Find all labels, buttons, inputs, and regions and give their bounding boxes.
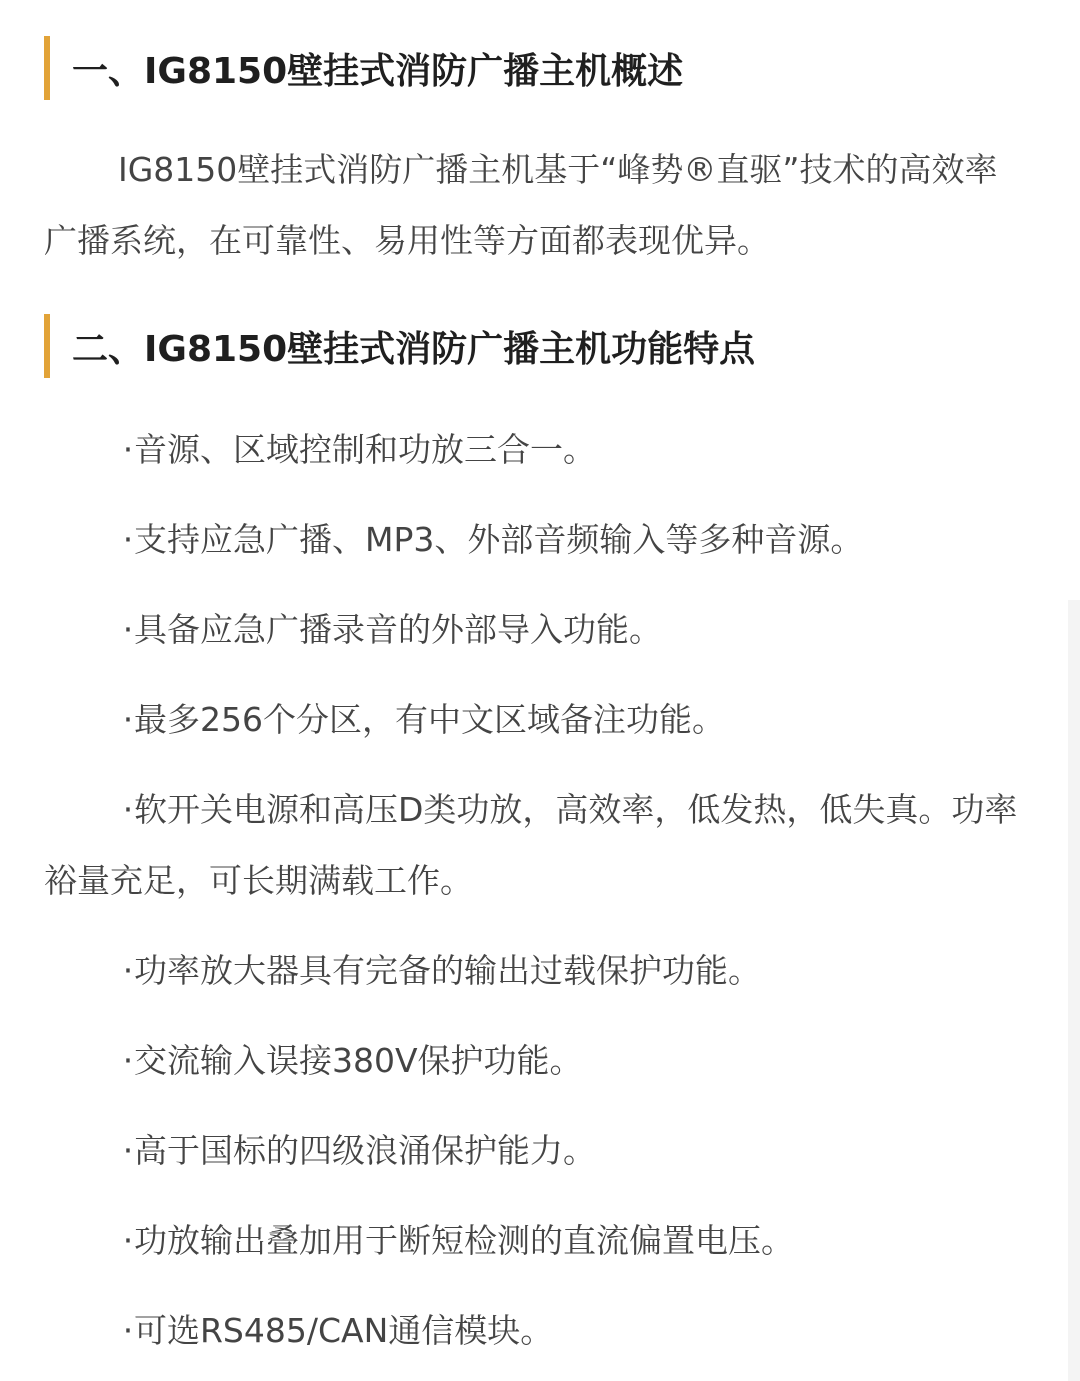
feature-item <box>44 774 1034 916</box>
feature-text: 最多256个分区，有中文区域备注功能。 <box>134 700 725 739</box>
feature-item <box>44 1295 1034 1366</box>
bullet-dot: · <box>122 1221 134 1260</box>
feature-text: 软开关电源和高压D类功放，高效率，低发热，低失真。功率裕量充足，可长期满载工作。 <box>44 790 1018 900</box>
bullet-dot: · <box>122 700 134 739</box>
bullet-dot: · <box>122 1131 134 1170</box>
feature-text: 具备应急广播录音的外部导入功能。 <box>134 610 662 649</box>
feature-item <box>44 1025 1034 1096</box>
feature-text: 交流输入误接380V保护功能。 <box>134 1041 583 1080</box>
bullet-dot: · <box>122 1311 134 1350</box>
bullet-dot: · <box>122 430 134 469</box>
feature-item <box>44 935 1034 1006</box>
feature-item <box>44 504 1034 575</box>
feature-text: 高于国标的四级浪涌保护能力。 <box>134 1131 596 1170</box>
bullet-dot: · <box>122 610 134 649</box>
feature-item <box>44 414 1034 485</box>
feature-text: 功率放大器具有完备的输出过载保护功能。 <box>134 951 761 990</box>
scroll-edge <box>1068 600 1080 1381</box>
feature-item <box>44 1205 1034 1276</box>
section-heading-features: 二、IG8150壁挂式消防广播主机功能特点 <box>44 314 755 378</box>
feature-text: 功放输出叠加用于断短检测的直流偏置电压。 <box>134 1221 794 1260</box>
overview-paragraph: IG8150壁挂式消防广播主机基于“峰势®直驱”技术的高效率广播系统，在可靠性、易用性等方面都表现优异。 <box>44 150 998 260</box>
feature-text: 可选RS485/CAN通信模块。 <box>134 1311 554 1350</box>
bullet-dot: · <box>122 520 134 559</box>
bullet-dot: · <box>122 1041 134 1080</box>
bullet-dot: · <box>122 951 134 990</box>
feature-item <box>44 1115 1034 1186</box>
section-heading-overview: 一、IG8150壁挂式消防广播主机概述 <box>44 36 683 100</box>
feature-item <box>44 594 1034 665</box>
feature-item <box>44 684 1034 755</box>
bullet-dot: · <box>122 790 134 829</box>
feature-text: 支持应急广播、MP3、外部音频输入等多种音源。 <box>134 520 864 559</box>
feature-text: 音源、区域控制和功放三合一。 <box>134 430 596 469</box>
